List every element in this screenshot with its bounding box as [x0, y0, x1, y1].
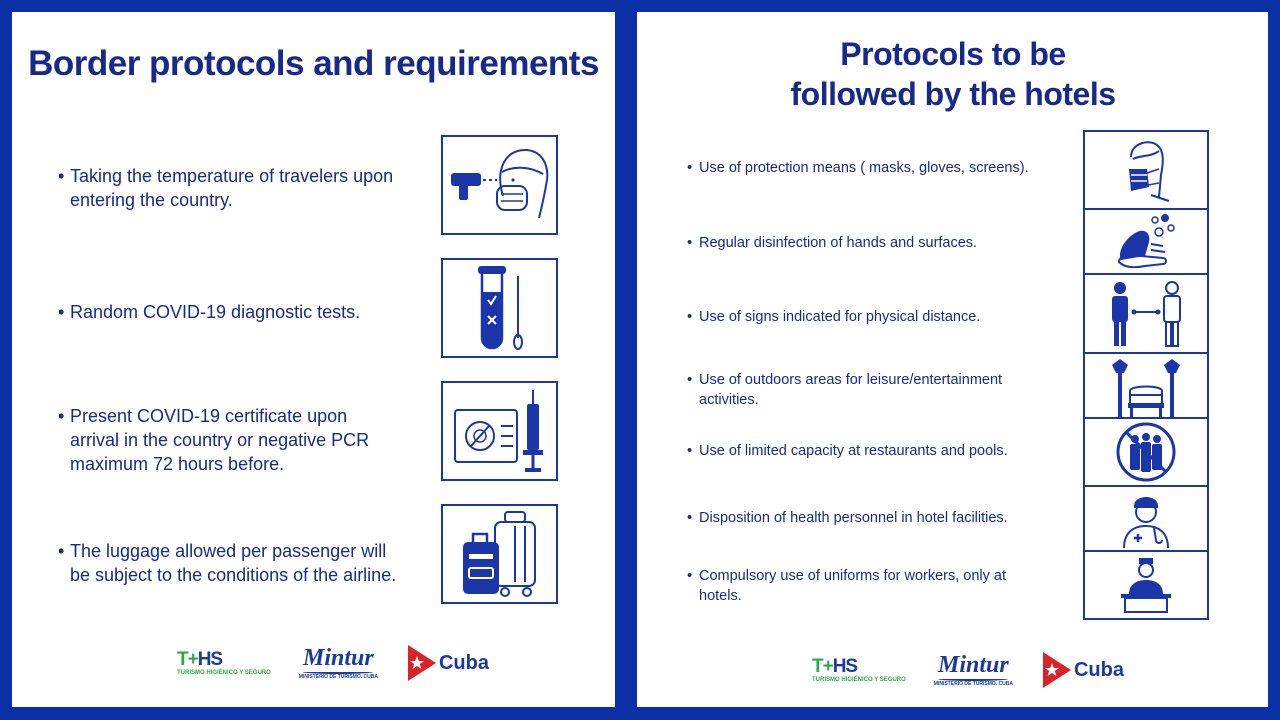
list-item	[687, 508, 1037, 528]
list-item-text: Compulsory use of uniforms for workers, only at hotels.	[699, 568, 1007, 604]
list-item-text: Taking the temperature of travelers upon entering the country.	[70, 166, 394, 210]
cuba-logo	[1041, 652, 1124, 688]
mintur-logo-subtitle: MINISTERIO DE TURISMO. CUBA	[933, 681, 1013, 687]
mask-face-icon	[1083, 130, 1209, 210]
ths-logo	[812, 657, 906, 684]
list-item-text: Disposition of health personnel in hotel facilities.	[699, 510, 1008, 526]
nurse-icon	[1083, 485, 1209, 552]
bullet: •	[687, 235, 693, 251]
list-item-text: Use of signs indicated for physical distance.	[699, 309, 981, 325]
bullet: •	[687, 309, 693, 325]
border-protocols-panel	[12, 12, 615, 707]
list-item	[687, 441, 1037, 461]
hotel-protocols-panel	[637, 12, 1268, 707]
ths-logo-cross: T+	[177, 648, 198, 670]
bullet: •	[687, 372, 693, 388]
ths-logo	[177, 650, 271, 677]
list-item	[687, 370, 1037, 410]
mintur-logo	[299, 646, 378, 680]
test-tube-swab-icon	[441, 258, 558, 358]
cuba-logo	[406, 645, 489, 681]
mintur-logo-text: Mintur	[938, 652, 1009, 678]
list-item-text: Regular disinfection of hands and surfaces.	[699, 235, 978, 251]
list-item	[58, 539, 398, 587]
list-item	[687, 233, 1037, 253]
logos-row	[812, 652, 1152, 688]
logos-row	[177, 645, 517, 681]
bullet: •	[58, 166, 65, 186]
cuba-logo-text: Cuba	[1073, 658, 1124, 681]
ths-logo-cross: T+	[812, 655, 833, 677]
mintur-logo	[934, 653, 1013, 687]
hand-washing-icon	[1083, 208, 1209, 275]
ths-logo-subtitle: TURISMO HIGIÉNICO Y SEGURO	[177, 669, 271, 676]
cuba-star-icon	[406, 645, 436, 681]
panel-title: Protocols to be followed by the hotels	[790, 36, 1116, 112]
bullet: •	[58, 302, 65, 322]
bullet: •	[687, 568, 693, 584]
bullet: •	[58, 406, 65, 426]
mintur-logo-subtitle: MINISTERIO DE TURISMO. CUBA	[298, 674, 378, 680]
list-item-text: Use of protection means ( masks, gloves, screens).	[699, 160, 1029, 176]
list-item	[58, 164, 398, 212]
receptionist-icon	[1083, 550, 1209, 620]
ths-logo-subtitle: TURISMO HIGIÉNICO Y SEGURO	[812, 676, 906, 683]
mintur-logo-text: Mintur	[303, 645, 374, 671]
list-item-text: Present COVID-19 certificate upon arrival in the country or negative PCR maximum 72 hours before.	[70, 406, 370, 474]
no-crowd-icon	[1083, 417, 1209, 487]
list-item	[687, 566, 1037, 606]
cuba-star-icon	[1041, 652, 1071, 688]
cuba-logo-text: Cuba	[438, 651, 489, 674]
list-item	[687, 307, 1037, 327]
thermometer-face-icon	[441, 135, 558, 235]
list-item-text: Random COVID-19 diagnostic tests.	[70, 302, 361, 322]
list-item-text: Use of outdoors areas for leisure/entertainment activities.	[699, 372, 1003, 408]
ths-logo-letters: HS	[832, 655, 858, 677]
list-item	[58, 404, 398, 476]
list-item	[58, 300, 398, 324]
bullet: •	[687, 160, 693, 176]
panel-title: Border protocols and requirements	[28, 44, 599, 83]
list-item-text: The luggage allowed per passenger will be subject to the conditions of the airline.	[70, 541, 397, 585]
physical-distance-icon	[1083, 273, 1209, 354]
ths-logo-letters: HS	[197, 648, 223, 670]
luggage-icon	[441, 504, 558, 604]
certificate-syringe-icon	[441, 381, 558, 481]
bullet: •	[58, 541, 65, 561]
list-item	[687, 158, 1037, 178]
bullet: •	[687, 443, 693, 459]
list-item-text: Use of limited capacity at restaurants and pools.	[699, 443, 1008, 459]
bullet: •	[687, 510, 693, 526]
